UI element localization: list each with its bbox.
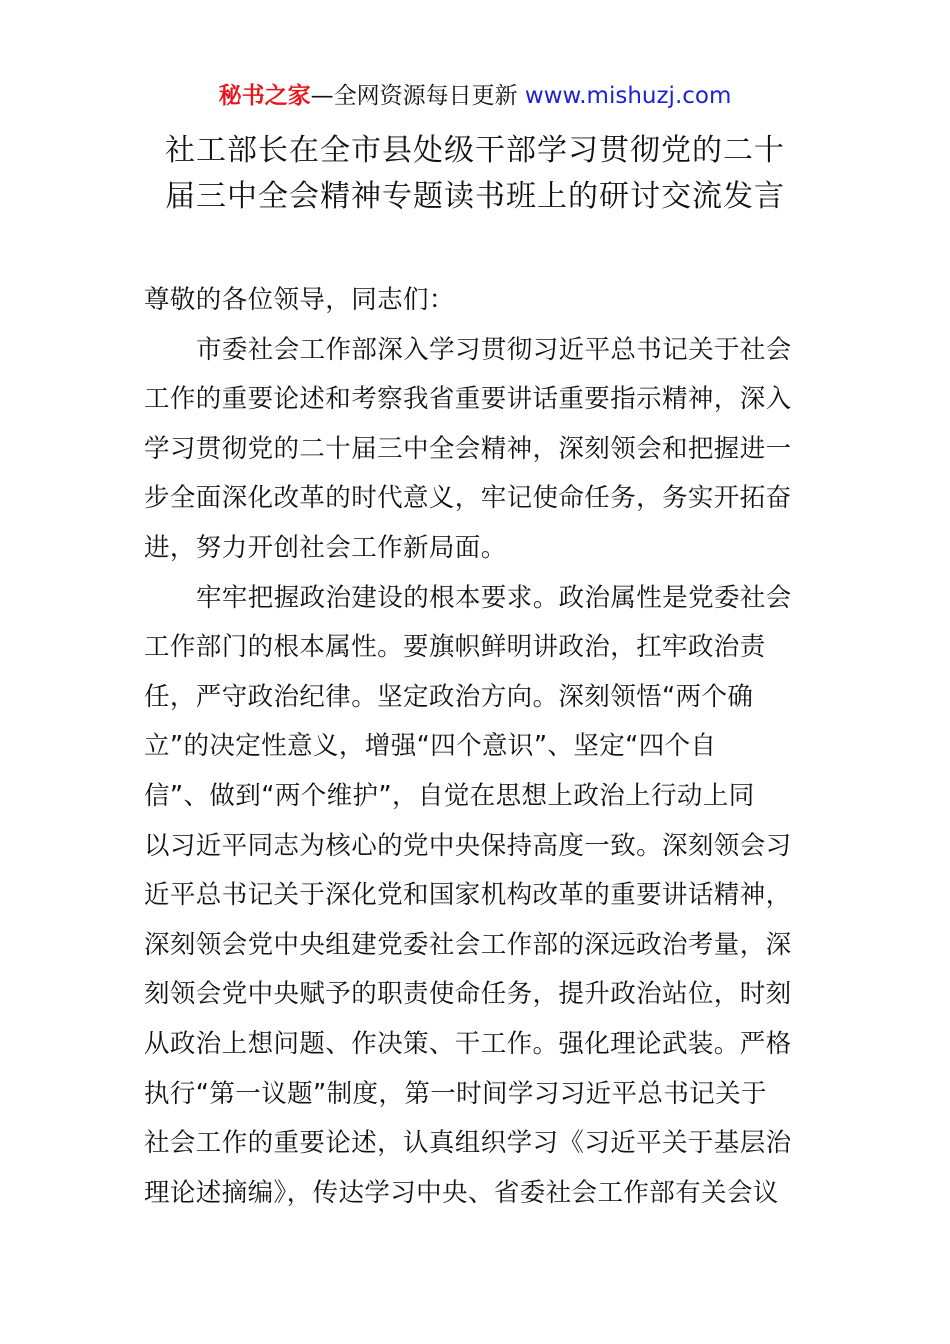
body-line: 学习贯彻党的二十届三中全会精神，深刻领会和把握进一 — [144, 433, 792, 464]
body-line: 信”、做到“两个维护”，自觉在思想上政治上行动上同 — [144, 780, 755, 811]
brand-name: 秘书之家 — [218, 83, 311, 109]
body-line: 以习近平同志为核心的党中央保持高度一致。深刻领会习 — [144, 830, 792, 861]
body-line: 深刻领会党中央组建党委社会工作部的深远政治考量，深 — [144, 929, 792, 960]
body-line: 刻领会党中央赋予的职责使命任务，提升政治站位，时刻 — [144, 979, 792, 1010]
body-line: 工作部门的根本属性。要旗帜鲜明讲政治，扛牢政治责 — [144, 632, 766, 663]
body-line: 执行“第一议题”制度，第一时间学习习近平总书记关于 — [144, 1078, 767, 1109]
body-line: 立”的决定性意义，增强“四个意识”、坚定“四个自 — [144, 731, 717, 762]
salutation-line: 尊敬的各位领导，同志们： — [144, 285, 455, 315]
body-line: 步全面深化改革的时代意义，牢记使命任务，务实开拓奋 — [144, 483, 792, 514]
body-line: 牢牢把握政治建设的根本要求。政治属性是党委社会 — [196, 582, 792, 613]
banner-tagline: —全网资源每日更新 — [310, 83, 525, 109]
body-line: 任，严守政治纪律。坚定政治方向。深刻领悟“两个确 — [144, 681, 754, 712]
document-title — [100, 128, 850, 220]
site-url-link[interactable]: www.mishuzj.com — [524, 83, 732, 109]
title-line-1: 社工部长在全市县处级干部学习贯彻党的二十 — [165, 133, 785, 168]
body-line: 社会工作的重要论述，认真组织学习《习近平关于基层治 — [144, 1128, 792, 1159]
body-line: 市委社会工作部深入学习贯彻习近平总书记关于社会 — [196, 334, 792, 365]
title-line-2: 届三中全会精神专题读书班上的研讨交流发言 — [165, 179, 785, 214]
body-line: 进，努力开创社会工作新局面。 — [144, 532, 507, 563]
body-line: 工作的重要论述和考察我省重要讲话重要指示精神，深入 — [144, 384, 792, 415]
document-body — [144, 276, 808, 1218]
site-banner — [0, 80, 950, 112]
body-line: 近平总书记关于深化党和国家机构改革的重要讲话精神， — [144, 880, 792, 911]
body-line: 理论述摘编》，传达学习中央、省委社会工作部有关会议 — [144, 1177, 779, 1208]
body-line: 从政治上想问题、作决策、干工作。强化理论武装。严格 — [144, 1028, 792, 1059]
